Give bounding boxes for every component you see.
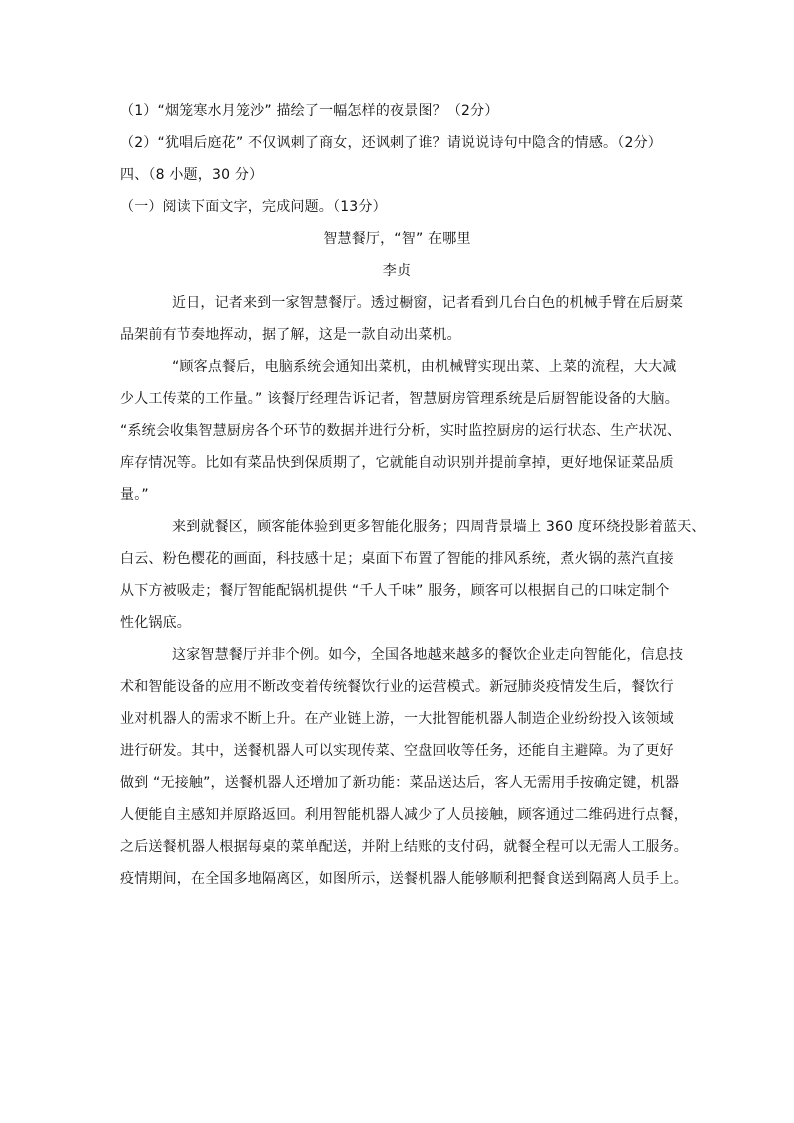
paragraph-1-line-2: 品架前有节奏地挥动，据了解，这是一款自动出菜机。 xyxy=(120,327,461,343)
question-1: （1）“烟笼寒水月笼沙” 描绘了一幅怎样的夜景图？（2分） xyxy=(120,103,499,119)
paragraph-2-line-3: “系统会收集智慧厨房各个环节的数据并进行分析，实时监控厨房的运行状态、生产状况、 xyxy=(120,423,682,439)
section-heading: 四、（8 小题，30 分） xyxy=(120,167,264,183)
article-author: 李贞 xyxy=(382,263,412,279)
paragraph-4-line-1: 这家智慧餐厅并非个例。如今，全国各地越来越多的餐饮企业走向智能化，信息技 xyxy=(172,647,684,663)
paragraph-2-line-1: “顾客点餐后，电脑系统会通知出菜机，由机械臂实现出菜、上菜的流程，大大减 xyxy=(172,359,677,375)
paragraph-4-line-4: 进行研发。其中，送餐机器人可以实现传菜、空盘回收等任务，还能自主避障。为了更好 xyxy=(120,743,674,759)
paragraph-4-line-8: 疫情期间，在全国多地隔离区，如图所示，送餐机器人能够顺利把餐食送到隔离人员手上。 xyxy=(120,871,688,887)
paragraph-4-line-7: 之后送餐机器人根据每桌的菜单配送，并附上结账的支付码，就餐全程可以无需人工服务。 xyxy=(120,839,688,855)
paragraph-4-line-3: 业对机器人的需求不断上升。在产业链上游，一大批智能机器人制造企业纷纷投入该领域 xyxy=(120,711,674,727)
section-sub-heading: （一）阅读下面文字，完成问题。（13分） xyxy=(120,199,387,215)
paragraph-4-line-5: 做到 “无接触”，送餐机器人还增加了新功能：菜品送达后，客人无需用手按确定键，机器 xyxy=(120,775,680,791)
question-2: （2）“犹唱后庭花” 不仅讽刺了商女，还讽刺了谁？请说说诗句中隐含的情感。（2分） xyxy=(120,135,662,151)
article-title: 智慧餐厅，“智” 在哪里 xyxy=(323,231,471,247)
paragraph-2-line-2: 少人工传菜的工作量。” 该餐厅经理告诉记者，智慧厨房管理系统是后厨智能设备的大脑。 xyxy=(120,391,679,407)
paragraph-1-line-1: 近日，记者来到一家智慧餐厅。透过橱窗，记者看到几台白色的机械手臂在后厨菜 xyxy=(172,295,684,311)
paragraph-4-line-6: 人便能自主感知并原路返回。利用智能机器人减少了人员接触，顾客通过二维码进行点餐， xyxy=(120,807,688,823)
paragraph-4-line-2: 术和智能设备的应用不断改变着传统餐饮行业的运营模式。新冠肺炎疫情发生后，餐饮行 xyxy=(120,679,674,695)
paragraph-3-line-2: 白云、粉色樱花的画面，科技感十足；桌面下布置了智能的排风系统，煮火锅的蒸汽直接 xyxy=(120,551,674,567)
paragraph-3-line-1: 来到就餐区，顾客能体验到更多智能化服务；四周背景墙上 360 度环绕投影着蓝天、 xyxy=(172,519,706,535)
paragraph-3-line-3: 从下方被吸走；餐厅智能配锅机提供 “千人千味” 服务，顾客可以根据自己的口味定制个 xyxy=(120,583,670,599)
paragraph-2-line-4: 库存情况等。比如有菜品快到保质期了，它就能自动识别并提前拿掉，更好地保证菜品质 xyxy=(120,455,674,471)
paragraph-3-line-4: 性化锅底。 xyxy=(120,615,191,631)
paragraph-2-line-5: 量。” xyxy=(120,487,149,503)
